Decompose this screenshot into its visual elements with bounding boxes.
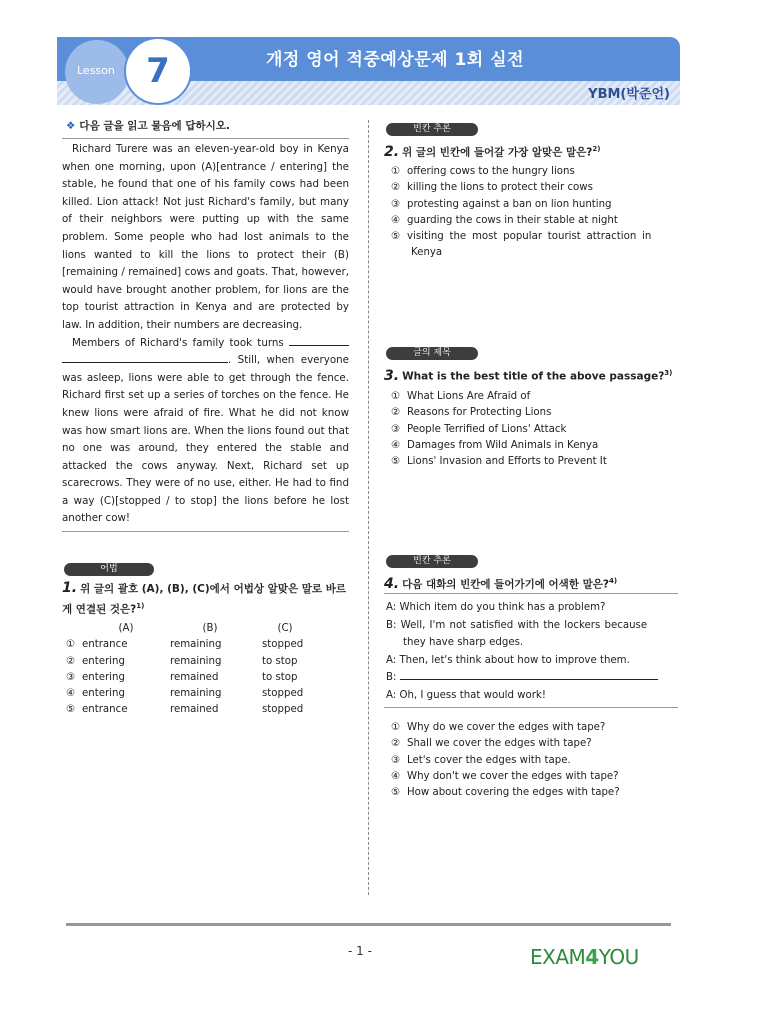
q2-tag: 빈칸 추론 — [386, 123, 478, 136]
q1-tag: 어법 — [64, 563, 154, 576]
dialogue-line-5: A: Oh, I guess that would work! — [386, 689, 546, 701]
column-divider — [368, 120, 369, 895]
dialogue-blank — [400, 669, 658, 680]
diamond-icon: ❖ — [66, 120, 76, 132]
lesson-number: 7 — [124, 37, 192, 105]
passage-paragraph-1: Richard Turere was an eleven-year-old boy in Kenya when one morning, upon (A)[entrance / entering] the stable, he found that one of his family cows had been killed. Lion attack! Not just Richard's family, but many of their neighbors were putting up with the same problem. Some people who had lost animals to the lions wanted to kill the lions to protect their (B)[remaining / remained] cows and goats. That, however, would have brought another problem, for lions are the top tourist attraction in Kenya and are protected by law. In addition, their numbers are decreasing. — [62, 143, 349, 331]
q4-dialogue-bottom-rule — [384, 707, 678, 708]
author-label: YBM(박준언) — [588, 87, 670, 102]
q4-option-3[interactable]: ③ Let's cover the edges with tape. — [391, 754, 571, 766]
q3-option-3[interactable]: ③ People Terrified of Lions' Attack — [391, 423, 567, 435]
q2-question: 2. 위 글의 빈칸에 들어갈 가장 알맞은 말은?$^{2)}$ — [384, 143, 601, 160]
q3-option-4[interactable]: ④ Damages from Wild Animals in Kenya — [391, 439, 599, 451]
page-title: 개정 영어 적중예상문제 1회 실전 — [266, 50, 524, 70]
q4-dialogue — [386, 599, 676, 704]
passage-paragraph-2: Members of Richard's family took turns . Still, when everyone was asleep, lions were able to get through the fence. Richard first set up a series of torches on the fence. He knew lions were afraid of fire. What he did not know was how smart lions are. When the lions found out that no one was around, they entered the stable and attacked the cows anyway. Next, Richard set up scarecrows. They were of no use, either. He had to find a way (C)[stopped / to stop] the lions before he lost another cow! — [62, 336, 349, 525]
instruction: ❖ 다음 글을 읽고 물음에 답하시오. — [66, 120, 230, 132]
q2-option-5-cont: Kenya — [411, 247, 443, 259]
q4-tag: 빈칸 추론 — [386, 555, 478, 568]
q4-option-2[interactable]: ② Shall we cover the edges with tape? — [391, 738, 592, 750]
q1-option-5[interactable]: ⑤ entrance remained stopped — [66, 704, 304, 716]
q2-option-2[interactable]: ② killing the lions to protect their cows — [391, 182, 593, 194]
dialogue-line-2: B: Well, I'm not satisfied with the lockers because — [386, 619, 648, 631]
dialogue-line-4: B: — [386, 669, 676, 687]
q1-question: 1. 위 글의 괄호 (A), (B), (C)에서 어법상 알맞은 말로 바르게 연결된 것은?$^{1)}$ — [62, 580, 346, 616]
answer-blank-cont — [62, 352, 228, 363]
q1-option-1[interactable]: ① entrance remaining stopped — [66, 639, 304, 651]
footer-rule — [66, 923, 671, 926]
q1-options — [66, 621, 320, 719]
q3-option-2[interactable]: ② Reasons for Protecting Lions — [391, 407, 552, 419]
exam4you-logo: EXAM4YOU — [530, 945, 639, 969]
q1-header-row: (A) (B) (C) — [118, 623, 293, 634]
q4-option-1[interactable]: ① Why do we cover the edges with tape? — [391, 722, 606, 733]
q3-question: 3. What is the best title of the above passage?$^{3)}$ — [384, 367, 673, 384]
q2-option-3[interactable]: ③ protesting against a ban on lion hunting — [391, 198, 612, 210]
q4-question: 4. 다음 대화의 빈칸에 들어가기에 어색한 말은?$^{4)}$ — [384, 575, 618, 592]
answer-blank — [289, 335, 349, 346]
q3-tag: 글의 제목 — [386, 347, 478, 360]
q2-option-4[interactable]: ④ guarding the cows in their stable at night — [391, 214, 618, 226]
q1-option-3[interactable]: ③ entering remained to stop — [66, 671, 298, 683]
page-number: - 1 - — [348, 944, 372, 958]
q4-dialogue-top-rule — [384, 593, 678, 594]
q1-option-2[interactable]: ② entering remaining to stop — [66, 655, 298, 667]
dialogue-line-3: A: Then, let's think about how to improve them. — [386, 654, 630, 666]
q2-options — [391, 164, 679, 262]
lesson-label: Lesson — [77, 64, 115, 77]
q1-option-4[interactable]: ④ entering remaining stopped — [66, 688, 304, 700]
q4-option-5[interactable]: ⑤ How about covering the edges with tape? — [391, 787, 620, 799]
dialogue-line-2b: they have sharp edges. — [403, 637, 524, 648]
reading-passage — [62, 138, 349, 532]
dialogue-line-1: A: Which item do you think has a problem? — [386, 602, 606, 613]
q2-option-5[interactable]: ⑤ visiting the most popular tourist attraction in — [391, 231, 652, 243]
q2-option-1[interactable]: ① offering cows to the hungry lions — [391, 166, 575, 177]
q3-options — [391, 389, 607, 470]
q3-option-1[interactable]: ① What Lions Are Afraid of — [391, 391, 531, 402]
q3-option-5[interactable]: ⑤ Lions' Invasion and Efforts to Prevent It — [391, 456, 607, 468]
q4-option-4[interactable]: ④ Why don't we cover the edges with tape? — [391, 770, 619, 782]
q4-options — [391, 720, 620, 801]
